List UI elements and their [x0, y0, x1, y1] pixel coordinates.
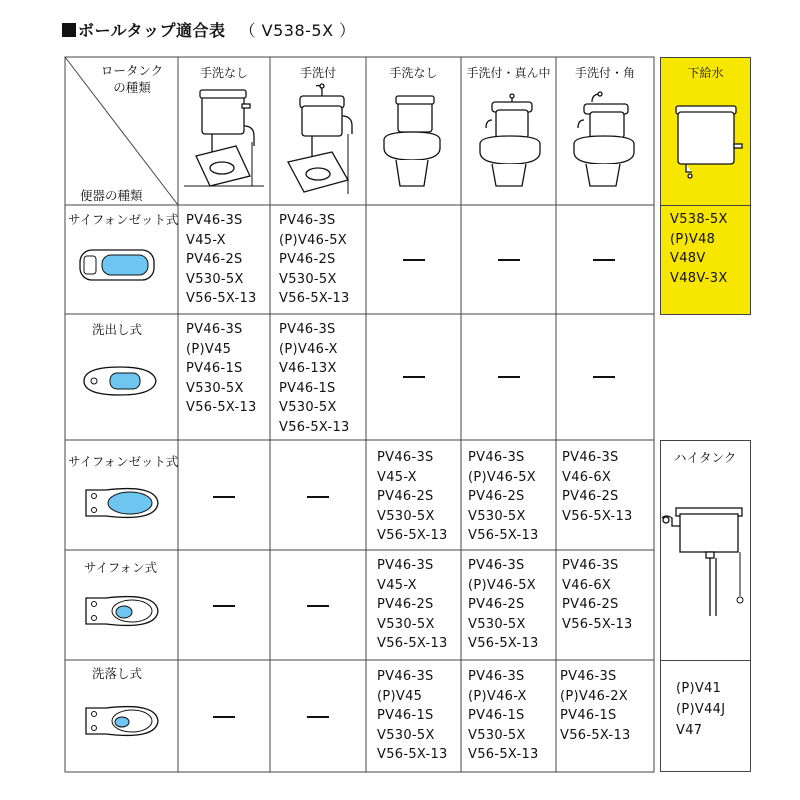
cell-r1-c2: PV46-3S (P)V46-5X PV46-2S V530-5X V56-5X-13 [279, 213, 350, 307]
cell-r3-c4: PV46-3S (P)V46-5X PV46-2S V530-5X V56-5X-13 [468, 450, 539, 544]
dash-r4-c1 [213, 605, 235, 607]
row-label-siphon: サイフォン式 [84, 560, 158, 575]
siphon-bowl-icon [82, 590, 162, 632]
cell-r1-c1: PV46-3S V45-X PV46-2S V530-5X V56-5X-13 [186, 213, 257, 307]
dash-r1-c5 [593, 259, 615, 261]
high-tank-values: (P)V41 (P)V44J V47 [676, 681, 726, 738]
cell-r4-c4: PV46-3S (P)V46-5X PV46-2S V530-5X V56-5X-13 [468, 558, 539, 652]
dash-r2-c5 [593, 376, 615, 378]
dash-r1-c4 [498, 259, 520, 261]
title-model-code: （ V538-5X ） [239, 21, 356, 40]
siphon-jet-oval-bowl-icon [82, 482, 162, 524]
cell-r4-c5: PV46-3S V46-6X PV46-2S V56-5X-13 [562, 558, 633, 632]
western-toilet-center-faucet-illustration [474, 90, 546, 194]
column-header-5: 手洗付・角 [574, 66, 635, 80]
high-tank-illustration [654, 496, 750, 620]
dash-r3-c1 [213, 496, 235, 498]
cell-r5-c5: PV46-3S (P)V46-2X PV46-1S V56-5X-13 [560, 669, 631, 743]
corner-top-label: ロータンク の種類 [100, 63, 164, 95]
column-header-3: 手洗なし [389, 66, 438, 80]
row-label-siphon-jet-1: サイフォンゼット式 [68, 212, 179, 227]
corner-bottom-label: 便器の種類 [80, 188, 143, 203]
dash-r2-c4 [498, 376, 520, 378]
dash-r3-c2 [307, 496, 329, 498]
squat-toilet-low-tank-illustration [182, 86, 266, 198]
cell-r2-c2: PV46-3S (P)V46-X V46-13X PV46-1S V530-5X V56-5X-13 [279, 322, 350, 435]
title-text: ボールタップ適合表 [78, 21, 226, 40]
dash-r5-c1 [213, 716, 235, 718]
high-tank-label: ハイタンク [674, 450, 737, 465]
cell-r3-c5: PV46-3S V46-6X PV46-2S V56-5X-13 [562, 450, 633, 524]
column-header-4: 手洗付・真ん中 [466, 66, 551, 80]
dash-r1-c3 [403, 259, 425, 261]
western-toilet-corner-faucet-illustration [568, 90, 642, 194]
column-header-1: 手洗なし [199, 66, 248, 80]
column-header-2: 手洗付 [299, 66, 336, 80]
dash-r5-c2 [307, 716, 329, 718]
dash-r4-c2 [307, 605, 329, 607]
lower-supply-values: V538-5X (P)V48 V48V V48V-3X [670, 212, 728, 286]
lower-supply-label: 下給水 [687, 66, 724, 80]
cell-r5-c4: PV46-3S (P)V46-X PV46-1S V530-5X V56-5X-13 [468, 669, 539, 763]
washdown-bowl-icon [82, 700, 162, 742]
cell-r2-c1: PV46-3S (P)V45 PV46-1S V530-5X V56-5X-13 [186, 322, 257, 416]
cell-r5-c3: PV46-3S (P)V45 PV46-1S V530-5X V56-5X-13 [377, 669, 448, 763]
western-toilet-tank-no-faucet-illustration [378, 94, 448, 194]
squat-toilet-low-tank-with-faucet-illustration [276, 82, 362, 198]
cell-r3-c3: PV46-3S V45-X PV46-2S V530-5X V56-5X-13 [377, 450, 448, 544]
siphon-jet-bowl-icon [78, 246, 158, 284]
row-label-washout: 洗出し式 [92, 322, 143, 337]
row-label-siphon-jet-2: サイフォンゼット式 [68, 454, 179, 469]
row-label-washdown: 洗落し式 [92, 666, 143, 681]
cell-r4-c3: PV46-3S V45-X PV46-2S V530-5X V56-5X-13 [377, 558, 448, 652]
dash-r2-c3 [403, 376, 425, 378]
washout-bowl-icon [80, 362, 160, 400]
lower-supply-tank-illustration [668, 96, 746, 180]
